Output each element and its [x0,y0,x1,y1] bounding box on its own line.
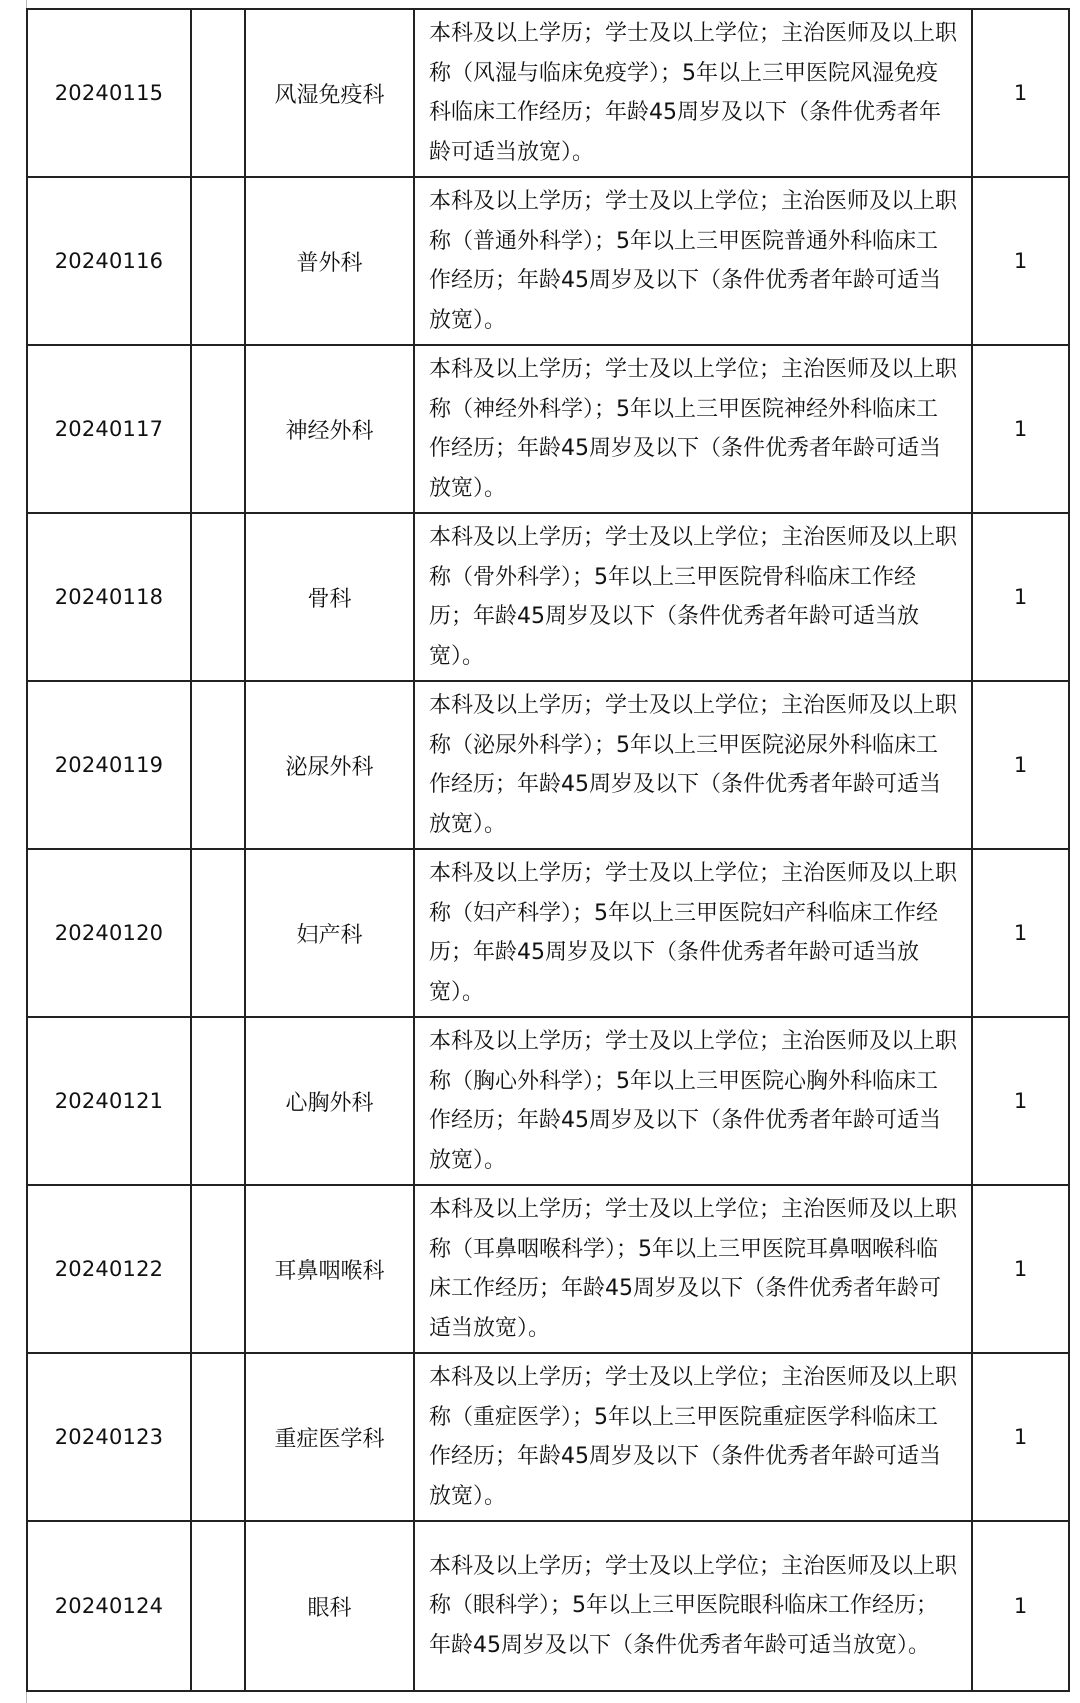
table-row [28,1354,1070,1522]
requirement-cell [415,682,973,848]
requirement-text: 本科及以上学历；学士及以上学位；主治医师及以上职称（重症医学）；5年以上三甲医院重症医学科临床工作经历；年龄45周岁及以下（条件优秀者年龄可适当放宽）。 [429,1365,958,1509]
position-code-cell: 20240120 [28,850,192,1016]
headcount-cell: 1 [973,1354,1070,1520]
headcount-cell: 1 [973,514,1070,680]
headcount-cell: 1 [973,1186,1070,1352]
department-cell: 普外科 [246,178,415,344]
table-row [28,1186,1070,1354]
position-code-cell: 20240118 [28,514,192,680]
merged-empty-cell [192,850,246,1016]
headcount-cell: 1 [973,10,1070,176]
recruitment-table [26,8,1070,1692]
table-row [28,346,1070,514]
requirement-text: 本科及以上学历；学士及以上学位；主治医师及以上职称（妇产科学）；5年以上三甲医院妇产科临床工作经历；年龄45周岁及以下（条件优秀者年龄可适当放宽）。 [429,861,958,1005]
department-cell: 耳鼻咽喉科 [246,1186,415,1352]
department-cell: 神经外科 [246,346,415,512]
merged-empty-cell [192,1186,246,1352]
department-cell: 风湿免疫科 [246,10,415,176]
table-row [28,178,1070,346]
position-code-cell: 20240122 [28,1186,192,1352]
merged-empty-cell [192,10,246,176]
table-row [28,514,1070,682]
department-cell: 骨科 [246,514,415,680]
headcount-cell: 1 [973,850,1070,1016]
headcount-cell: 1 [973,1522,1070,1690]
table-row [28,850,1070,1018]
position-code-cell: 20240116 [28,178,192,344]
requirement-cell [415,1354,973,1520]
department-cell: 重症医学科 [246,1354,415,1520]
requirement-cell [415,1522,973,1690]
requirement-text: 本科及以上学历；学士及以上学位；主治医师及以上职称（泌尿外科学）；5年以上三甲医院泌尿外科临床工作经历；年龄45周岁及以下（条件优秀者年龄可适当放宽）。 [429,693,958,837]
merged-empty-cell [192,178,246,344]
department-cell: 妇产科 [246,850,415,1016]
requirement-cell [415,850,973,1016]
requirement-cell [415,1018,973,1184]
table-row [28,1522,1070,1692]
merged-empty-cell [192,1018,246,1184]
requirement-cell [415,514,973,680]
headcount-cell: 1 [973,346,1070,512]
position-code-cell: 20240115 [28,10,192,176]
merged-empty-cell [192,1354,246,1520]
merged-empty-cell [192,346,246,512]
department-cell: 心胸外科 [246,1018,415,1184]
requirement-text: 本科及以上学历；学士及以上学位；主治医师及以上职称（胸心外科学）；5年以上三甲医院心胸外科临床工作经历；年龄45周岁及以下（条件优秀者年龄可适当放宽）。 [429,1029,958,1173]
requirement-cell [415,10,973,176]
requirement-text: 本科及以上学历；学士及以上学位；主治医师及以上职称（神经外科学）；5年以上三甲医院神经外科临床工作经历；年龄45周岁及以下（条件优秀者年龄可适当放宽）。 [429,357,958,501]
position-code-cell: 20240121 [28,1018,192,1184]
headcount-cell: 1 [973,1018,1070,1184]
merged-empty-cell [192,514,246,680]
position-code-cell: 20240123 [28,1354,192,1520]
headcount-cell: 1 [973,178,1070,344]
merged-empty-cell [192,1522,246,1690]
department-cell: 泌尿外科 [246,682,415,848]
table-row [28,10,1070,178]
requirement-text: 本科及以上学历；学士及以上学位；主治医师及以上职称（骨外科学）；5年以上三甲医院骨科临床工作经历；年龄45周岁及以下（条件优秀者年龄可适当放宽）。 [429,525,958,669]
requirement-text: 本科及以上学历；学士及以上学位；主治医师及以上职称（风湿与临床免疫学）；5年以上三甲医院风湿免疫科临床工作经历；年龄45周岁及以下（条件优秀者年龄可适当放宽）。 [429,21,958,165]
position-code-cell: 20240117 [28,346,192,512]
position-code-cell: 20240119 [28,682,192,848]
merged-empty-cell [192,682,246,848]
requirement-text: 本科及以上学历；学士及以上学位；主治医师及以上职称（眼科学）；5年以上三甲医院眼科临床工作经历；年龄45周岁及以下（条件优秀者年龄可适当放宽）。 [429,1553,958,1658]
requirement-text: 本科及以上学历；学士及以上学位；主治医师及以上职称（普通外科学）；5年以上三甲医院普通外科临床工作经历；年龄45周岁及以下（条件优秀者年龄可适当放宽）。 [429,189,958,333]
requirement-text: 本科及以上学历；学士及以上学位；主治医师及以上职称（耳鼻咽喉科学）；5年以上三甲医院耳鼻咽喉科临床工作经历；年龄45周岁及以下（条件优秀者年龄可适当放宽）。 [429,1197,958,1341]
requirement-cell [415,346,973,512]
table-row [28,1018,1070,1186]
table-row [28,682,1070,850]
requirement-cell [415,1186,973,1352]
department-cell: 眼科 [246,1522,415,1690]
requirement-cell [415,178,973,344]
position-code-cell: 20240124 [28,1522,192,1690]
headcount-cell: 1 [973,682,1070,848]
